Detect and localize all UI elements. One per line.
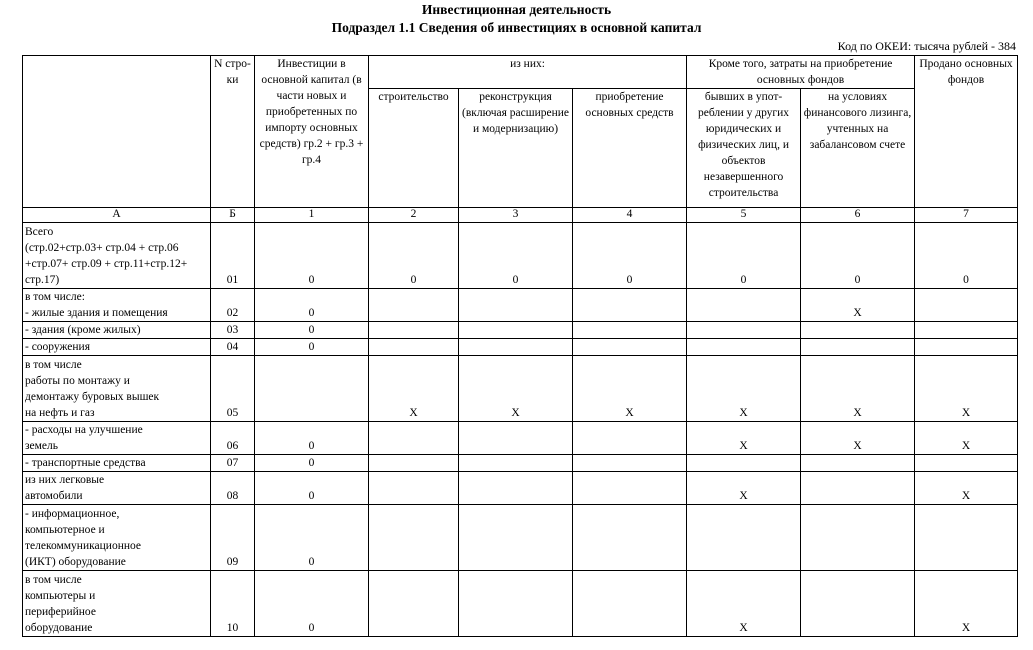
- cell-col-6: [801, 322, 915, 339]
- cell-col-5: [687, 322, 801, 339]
- cell-col-2: X: [369, 356, 459, 422]
- col-number: 2: [369, 208, 459, 223]
- col-number: 6: [801, 208, 915, 223]
- cell-col-7: X: [915, 356, 1018, 422]
- cell-col-3: X: [459, 356, 573, 422]
- okei-code: Код по ОКЕИ: тысяча рублей - 384: [837, 39, 1016, 53]
- cell-col-5: [687, 339, 801, 356]
- header-col-6: на условиях финансового лизинга, учтенных на забалансовом счете: [801, 89, 915, 208]
- cell-col-1: 0: [255, 223, 369, 289]
- row-number: 03: [211, 322, 255, 339]
- cell-col-3: [459, 571, 573, 637]
- cell-col-2: [369, 472, 459, 505]
- row-label: - здания (кроме жилых): [23, 322, 211, 339]
- cell-col-1: 0: [255, 455, 369, 472]
- cell-col-7: [915, 289, 1018, 322]
- row-number: 10: [211, 571, 255, 637]
- row-label: - расходы на улучшение земель: [23, 422, 211, 455]
- cell-col-3: [459, 505, 573, 571]
- cell-col-5: 0: [687, 223, 801, 289]
- cell-col-5: [687, 289, 801, 322]
- cell-col-4: [573, 422, 687, 455]
- cell-col-7: X: [915, 422, 1018, 455]
- cell-col-4: [573, 289, 687, 322]
- cell-col-2: [369, 455, 459, 472]
- header-col-a: [23, 56, 211, 208]
- row-number: 05: [211, 356, 255, 422]
- table-row: [23, 223, 1018, 289]
- cell-col-7: X: [915, 472, 1018, 505]
- header-group-besides: Кроме того, затраты на приобретение основных фондов: [687, 56, 915, 89]
- table-row: [23, 505, 1018, 571]
- col-number: А: [23, 208, 211, 223]
- cell-col-1: 0: [255, 422, 369, 455]
- row-number: 09: [211, 505, 255, 571]
- cell-col-4: [573, 322, 687, 339]
- row-number: 02: [211, 289, 255, 322]
- cell-col-3: [459, 322, 573, 339]
- cell-col-6: X: [801, 356, 915, 422]
- cell-col-1: 0: [255, 472, 369, 505]
- table-row: [23, 455, 1018, 472]
- header-col-4: приобретение основных средств: [573, 89, 687, 208]
- col-number: 1: [255, 208, 369, 223]
- cell-col-1: 0: [255, 289, 369, 322]
- row-number: 06: [211, 422, 255, 455]
- col-number: 7: [915, 208, 1018, 223]
- table-row: [23, 322, 1018, 339]
- cell-col-2: 0: [369, 223, 459, 289]
- cell-col-4: [573, 472, 687, 505]
- cell-col-1: 0: [255, 505, 369, 571]
- section-title: Инвестиционная деятельность: [421, 2, 612, 17]
- table-row: [23, 422, 1018, 455]
- cell-col-6: [801, 339, 915, 356]
- row-label: - информационное, компьютерное и телекоммуникационное (ИКТ) оборудование: [23, 505, 211, 571]
- cell-col-4: [573, 505, 687, 571]
- cell-col-3: [459, 455, 573, 472]
- table-row: [23, 339, 1018, 356]
- cell-col-6: [801, 571, 915, 637]
- cell-col-3: [459, 472, 573, 505]
- row-number: 01: [211, 223, 255, 289]
- row-number: 07: [211, 455, 255, 472]
- cell-col-3: 0: [459, 223, 573, 289]
- cell-col-3: [459, 339, 573, 356]
- subsection-title: Подраздел 1.1 Сведения об инвестициях в основной капитал: [331, 20, 702, 35]
- table-row: [23, 571, 1018, 637]
- cell-col-2: [369, 422, 459, 455]
- cell-col-7: [915, 339, 1018, 356]
- cell-col-2: [369, 571, 459, 637]
- cell-col-6: [801, 472, 915, 505]
- header-col-1: Инвестиции в основной капитал (в части новых и приобретенных по импорту основных средств) гр.2 + гр.3 + гр.4: [255, 56, 369, 208]
- cell-col-5: [687, 455, 801, 472]
- row-number: 08: [211, 472, 255, 505]
- table-row: [23, 289, 1018, 322]
- header-row-number: N стро-ки: [211, 56, 255, 208]
- cell-col-4: 0: [573, 223, 687, 289]
- cell-col-5: [687, 505, 801, 571]
- cell-col-3: [459, 422, 573, 455]
- cell-col-6: 0: [801, 223, 915, 289]
- cell-col-6: X: [801, 422, 915, 455]
- column-number-row: [23, 208, 1018, 223]
- cell-col-1: 0: [255, 322, 369, 339]
- cell-col-5: X: [687, 422, 801, 455]
- col-number: 5: [687, 208, 801, 223]
- cell-col-1: 0: [255, 571, 369, 637]
- cell-col-2: [369, 505, 459, 571]
- header-col-3: реконструкция (включая расширение и модернизацию): [459, 89, 573, 208]
- cell-col-6: [801, 455, 915, 472]
- header-group-of-which: из них:: [369, 56, 687, 89]
- cell-col-7: [915, 505, 1018, 571]
- cell-col-5: X: [687, 571, 801, 637]
- header-col-2: строительство: [369, 89, 459, 208]
- col-number: 4: [573, 208, 687, 223]
- cell-col-4: [573, 339, 687, 356]
- cell-col-6: [801, 505, 915, 571]
- cell-col-7: [915, 455, 1018, 472]
- cell-col-1: 0: [255, 339, 369, 356]
- cell-col-4: X: [573, 356, 687, 422]
- header-col-7: Продано основных фондов: [915, 56, 1018, 208]
- row-label: в том числе компьютеры и периферийное оборудование: [23, 571, 211, 637]
- row-label: - сооружения: [23, 339, 211, 356]
- row-label: в том числе работы по монтажу и демонтажу буровых вышек на нефть и газ: [23, 356, 211, 422]
- col-number: Б: [211, 208, 255, 223]
- cell-col-1: [255, 356, 369, 422]
- row-label: - транспортные средства: [23, 455, 211, 472]
- cell-col-5: X: [687, 356, 801, 422]
- cell-col-6: X: [801, 289, 915, 322]
- table-row: [23, 472, 1018, 505]
- cell-col-4: [573, 455, 687, 472]
- col-number: 3: [459, 208, 573, 223]
- cell-col-7: [915, 322, 1018, 339]
- investment-table: [22, 55, 1018, 637]
- cell-col-2: [369, 339, 459, 356]
- row-label: из них легковые автомобили: [23, 472, 211, 505]
- cell-col-2: [369, 322, 459, 339]
- cell-col-5: X: [687, 472, 801, 505]
- row-label: Всего (стр.02+стр.03+ стр.04 + стр.06 +стр.07+ стр.09 + стр.11+стр.12+ стр.17): [23, 223, 211, 289]
- cell-col-4: [573, 571, 687, 637]
- cell-col-7: X: [915, 571, 1018, 637]
- row-label: в том числе: - жилые здания и помещения: [23, 289, 211, 322]
- row-number: 04: [211, 339, 255, 356]
- cell-col-2: [369, 289, 459, 322]
- cell-col-7: 0: [915, 223, 1018, 289]
- header-col-5: бывших в упот-реблении у других юридических и физических лиц, и объектов незавершенного строительства: [687, 89, 801, 208]
- table-row: [23, 356, 1018, 422]
- cell-col-3: [459, 289, 573, 322]
